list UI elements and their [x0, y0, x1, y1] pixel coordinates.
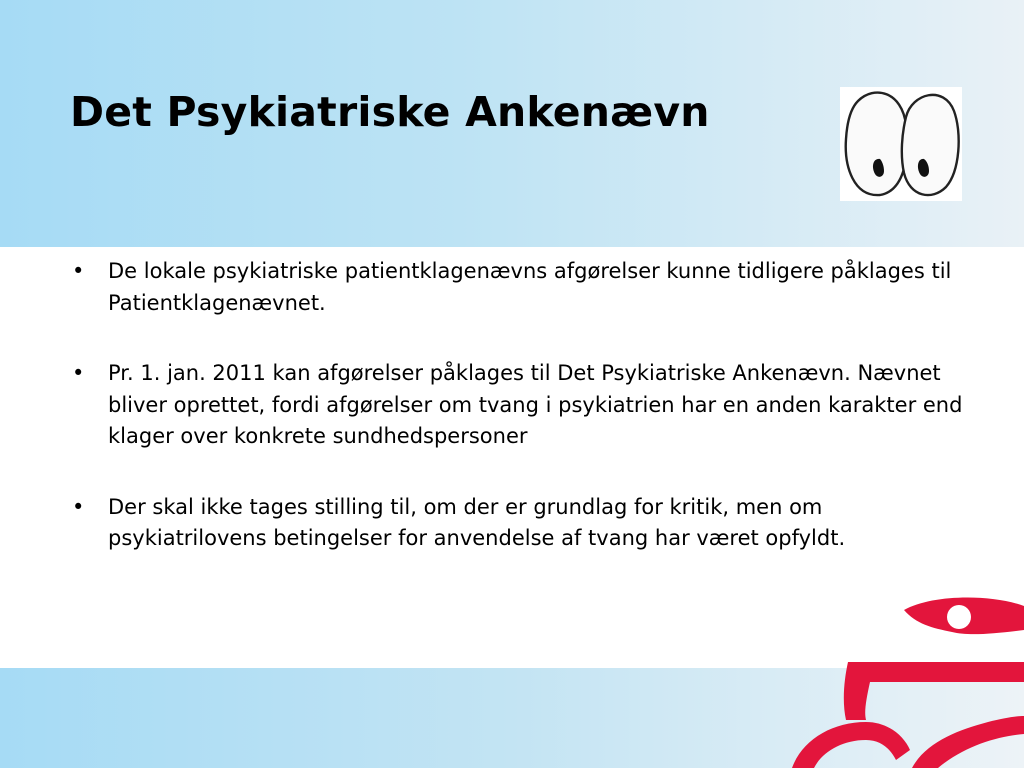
bullet-text: De lokale psykiatriske patientklagenævns afgørelser kunne tidligere påklages til Patientklagenævnet.	[108, 259, 952, 315]
red-logo-graphic	[792, 590, 1024, 768]
list-item	[70, 492, 970, 555]
list-item	[70, 256, 970, 319]
bullet-text: Pr. 1. jan. 2011 kan afgørelser påklages til Det Psykiatriske Ankenævn. Nævnet bliver oprettet, fordi afgørelser om tvang i psykiatrien har en anden karakter end klager over konkrete sundhedspersoner	[108, 361, 963, 448]
slide-title: Det Psykiatriske Ankenævn	[70, 88, 710, 136]
list-item	[70, 358, 970, 453]
bullet-text: Der skal ikke tages stilling til, om der er grundlag for kritik, men om psykiatrilovens betingelser for anvendelse af tvang har været opfyldt.	[108, 494, 846, 550]
bullet-marker: •	[72, 361, 85, 385]
cartoon-eyes-icon	[840, 87, 962, 201]
bullet-marker: •	[72, 494, 85, 519]
bullet-list	[70, 256, 970, 555]
bullet-marker: •	[72, 259, 85, 283]
